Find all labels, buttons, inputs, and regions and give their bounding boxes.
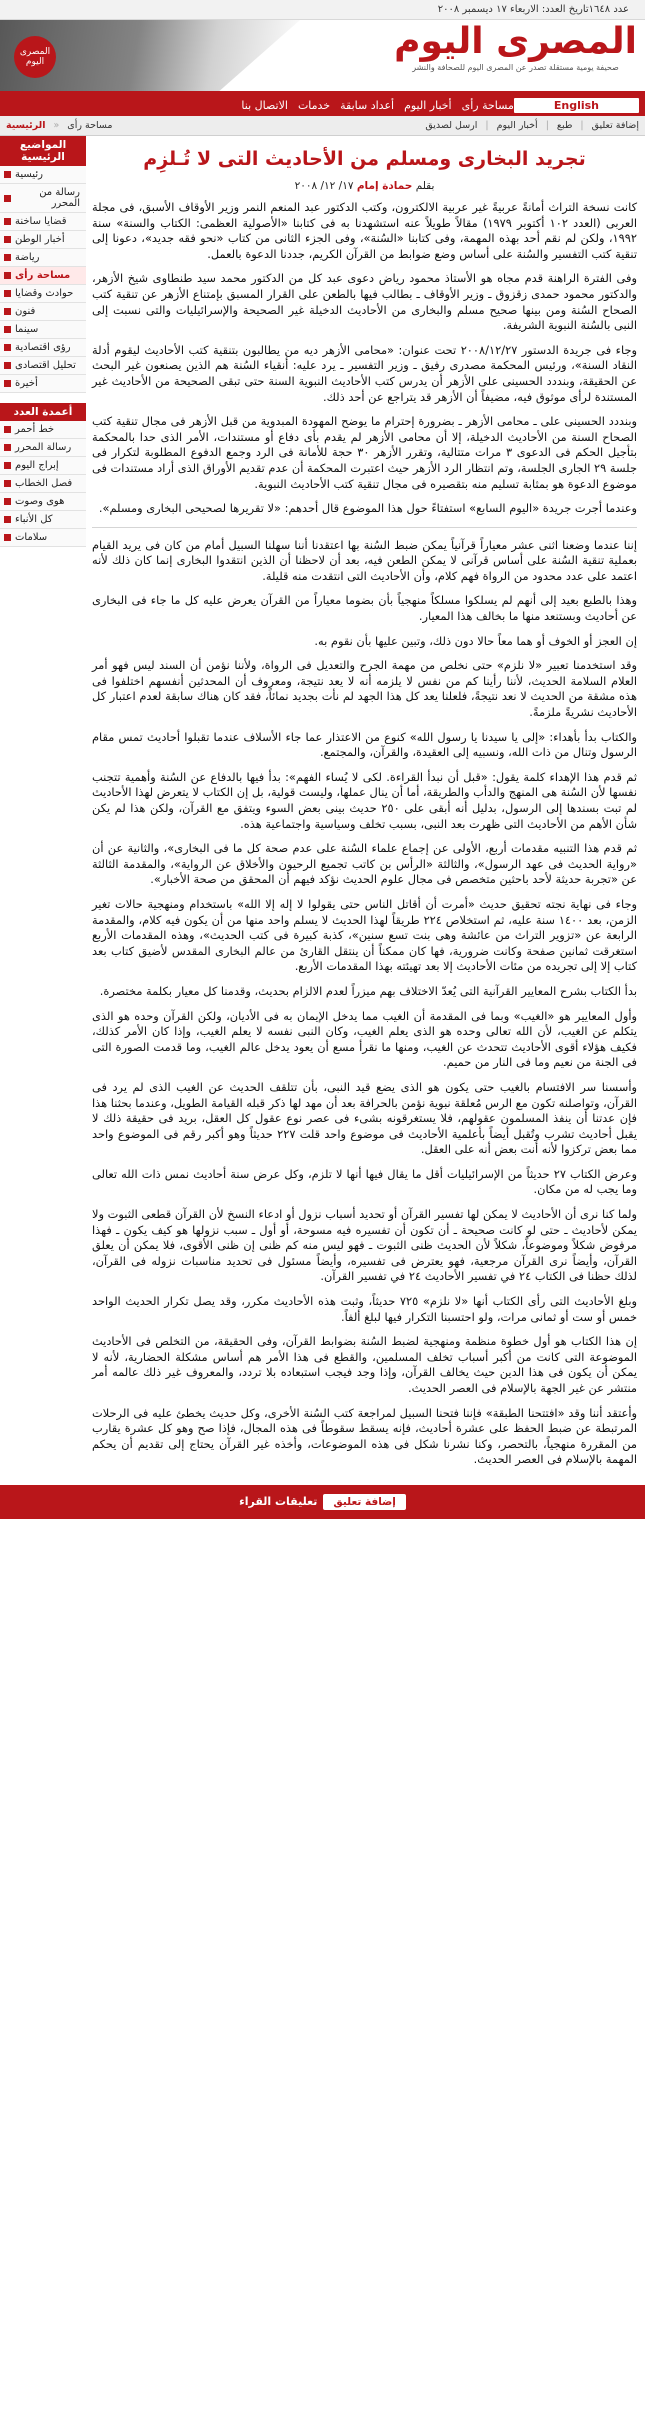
paragraph: ثم قدم هذا الإهداء كلمة يقول: «قبل أن نبدأ القراءة. لكى لا يُساء الفهم»: بدأ فيها بالدفاع عن السُنة وأهمية تتجنب نفسها لأن السُنة هى المنهج والدأب والطريقة، أما أن ينال عملها، وليست قولية، بل إن الكتاب لا يتعرض لهذا الأحاديث لم تبت بسندها إلى الرسول، بدليل أنه أبقى على ٢٥٠ حديث بينى بعض السوء ويتفق مع القرآن، ولكن هذا لم يكن شأن الأهم من الأحاديث التى ظهرت بعد النبى، بسبب تخلف وسياسية واجتماعية هذه. (91, 769, 637, 831)
sidebar-item-label: كل الأنباء (15, 514, 53, 525)
site-logo[interactable] (394, 22, 637, 73)
comments-footer-label: تعليقات القراء (239, 1495, 318, 1509)
sidebar-item-label: إبراج اليوم (15, 460, 59, 471)
bullet-icon (4, 498, 11, 505)
utility-separator: | (580, 120, 584, 131)
byline-date: ١٧/ ١٢/ ٢٠٠٨ (294, 180, 354, 192)
bullet-icon (4, 326, 11, 333)
issue-number: عدد ١٦٤٨ (588, 4, 629, 15)
byline (92, 180, 637, 192)
bullet-icon (4, 534, 11, 541)
sidebar-item-label: هوى وصوت (15, 496, 65, 507)
sidebar-item-label: مساحة رأى (15, 270, 71, 281)
paragraph: بدأ الكتاب بشرح المعايير القرآنية التى يُعدّ الاختلاف بهم ميزراً لعدم الالزام بحديث، وقدمنا كل معيار بكلمة مختصرة. (99, 983, 637, 998)
paragraph: وبلغ الأحاديث التى رأى الكتاب أنها «لا نلزم» ٧٢٥ حديثاً، وثبت هذه الأحاديث مكرر، وقد يصل تكرار الحديث الواحد خمس أو ست أو ثمانى مرات، ولو احتسبنا التكرار فيها لبلغ ألفاً. (92, 1294, 637, 1324)
site-logo-title: المصرى اليوم (394, 21, 637, 62)
sidebar-title: المواضيع الرئيسية (0, 136, 86, 166)
bullet-icon (4, 290, 11, 297)
section-divider (92, 527, 637, 528)
sidebar-column-air-and-sound[interactable] (0, 493, 86, 511)
sidebar-item-label: أخيرة (15, 378, 38, 389)
bullet-icon (4, 308, 11, 315)
bullet-icon (4, 480, 11, 487)
sidebar-gap (0, 393, 86, 403)
utility-separator: | (545, 120, 549, 131)
paragraph: وجاء فى نهاية نجته تحقيق حديث «أمرت أن أقاتل الناس حتى يقولوا لا إله إلا الله» باستخدام ومنهجية حالات تغير الزمن، بعد ١٤٠٠ سنة عليه، ثم استخلاص ٢٢٤ طريقاً لهذا الحديث لا يسلم واحد منها من أن يكون فيه كلام، والمقدمة الرابعة عن «تزوير التراث من عائشة وهى بنت تسع سنين»، كذبة كبيرة فى كتب الحديث»، وهذه المقدمات الأربع استغرقت ثمانين صفحة وكانت ضرورية، فها كان ممكناً أن ينتقل القارئ من عالم البخارى المقدس لأضيق كتاب بعد كتاب إلا إلى تجريده من مئات الأحاديث إلا بعد تهيئته بهذا المقدمات الأربع. (92, 896, 637, 974)
sidebar-item-editor-letter[interactable] (0, 184, 86, 213)
top-bar (0, 0, 645, 20)
sidebar-item-accidents[interactable] (0, 285, 86, 303)
sidebar-item-label: تحليل اقتصادى (15, 360, 76, 371)
paragraph: وأسسنا سر الافتسام بالغيب حتى يكون هو الذى يضع قيد النبى، بأن تتلقف الحديث عن الغيب الذى لم يرد فى القرآن، وتواصلنه تكون مع الرس مُعلقة نبوية نؤمن بالحرافة بعد أن مهد لها ذكر قبله القيامة الطويل، وعندما بحثنا هذا فإن عدتنا أن ينفذ المسلمون عقولهم، فلا يستغرقونه بشىء فى عصر نوع عقول كل العقل، بريد فى حقيقة ذلك لا يقبل أحاديث تشرب وتُقبل أيضاً بأعلمية الأحاديث فى موضوع واحد قلت ٢٢٧ حديثاً وهو أكبر رقم فى الموضوع واحد مما بعض تركزوا لأنه أنت بعض أنه على العقل. (92, 1079, 638, 1157)
sidebar-item-label: رئيسية (15, 169, 43, 180)
bullet-icon (4, 254, 11, 261)
utility-add-comment[interactable]: إضافة تعليق (591, 120, 639, 131)
article-body-part-2 (92, 538, 637, 1468)
bullet-icon (4, 516, 11, 523)
nav-item-opinion[interactable]: مساحة رأى (461, 98, 514, 112)
sidebar-item-label: رسالة المحرر (15, 442, 72, 453)
byline-author[interactable]: حمادة إمام (356, 180, 413, 192)
sidebar-item-label: رسالة من المحرر (39, 187, 80, 209)
nav-item-services[interactable]: خدمات (297, 98, 331, 112)
bullet-icon (4, 218, 11, 225)
paragraph: ولما كنا نرى أن الأحاديث لا يمكن لها تفسير القرآن أو تحديد أسباب نزول أو ادعاء النسخ لأن القرآن قطعى الثبوت ولا يمكن لأحاديث ـ حتى لو كانت صحيحة ـ أن تكون أن تفسيره فيه مسوحة، أو أول ـ سبب نزولها هو كيف يكون ـ فهذا مرفوض شكلاً وموضوعاً، شكلاً لأن الحديث ظنى الثبوت ـ فهو ليس منه كم ظنى إن ظنى الأقوى، فلا يمكن أن يعلق القرآن، وأيضاً نرى القرآن مرجعية، فهو يعترض فى تفسيره، وأيضاً مسئول فى تحديد مناسبات نزوله فى القرآن، لذلك حظنا فى الكتاب ٢٤ في تفسير الأحاديث ٢٤ في تفسير القرآن. (92, 1207, 637, 1284)
utility-print[interactable]: أخبار اليوم (496, 120, 538, 131)
sidebar-column-salamat[interactable] (0, 529, 86, 547)
add-comment-button[interactable]: إضافة تعليق (323, 1494, 406, 1510)
bullet-icon (4, 462, 11, 469)
breadcrumb-home[interactable]: الرئيسية (6, 120, 46, 131)
site-logo-subtitle: صحيفة يومية مستقلة تصدر عن المصرى اليوم للصحافة والنشر (412, 63, 619, 72)
paragraph: كانت نسخة التراث أمانةً عربيةً غير عربية الالكترون، وكتب الدكتور عبد المنعم النمر وزير الأوقاف الأسبق، فى مجلة العربى (العدد ١٠٢ أكتوبر ١٩٧٩) مقالاً طويلاً عنه استشهدنا به فى كتابنا «الأصولية العظمى: الكتاب والسنة» سنة ١٩٩٢، ولكن لم نقم أحد بهذه المهمة، وفى كتابنا «السُنة»، وفى الجزء الثانى من كتاب «نحو فقه جديد»، دعونا إلى تنقية كتب التفسير والسُنة على أساس وضع ضوابط من القرآن الكريم، جددنا الدعوة بالعمل. (92, 200, 637, 261)
sidebar-item-label: رياضة (15, 252, 40, 263)
breadcrumb-separator: « (53, 120, 60, 131)
nav-item-contact[interactable]: الاتصال بنا (241, 98, 288, 112)
sidebar-item-label: حوادث وقضايا (15, 288, 74, 299)
utility-bar (0, 116, 645, 136)
sidebar-item-label: خط أحمر (15, 424, 55, 435)
main-nav (0, 94, 645, 116)
paragraph: إن هذا الكتاب هو أول خطوة منظمة ومنهجية لضبط السُنة بضوابط القرآن، وفى الحقيقة، من التخلص فى الأحاديث الموضوعة التى كانت من أكبر أسباب تخلف المسلمين، والقطع فى هذا الأمر هم أساس مشكلة الحضارية، لأنه لا يمكن أن يكون فى هذا الدين حيث يخالف القرآن، وإذا وجد فيجب استبعاده بلا تردد، والمعروف غير ذلك عالمه أمر منتشر عن غير الجهة بالإسلام فى العصر الحديث. (92, 1334, 637, 1395)
nav-item-news[interactable]: أخبار اليوم (404, 98, 452, 112)
paragraph: وفى الفترة الراهنة قدم مجاه هو الأستاذ محمود رياض دعوى عبد كل من الدكتور محمد سيد طنطاوى شيخ الأزهر، والدكتور محمود حمدى زقزوق ـ وزير الأوقاف ـ بطالب فيها بالطعن على القرار المسبق بإمتناع الأزهر عن تنقية كتب الصحاح السُنة ومن بينها صحيح مسلم والبخارى من الأحاديث الدخيلة غير الصحيحة والإسرائيليات والتى نسبت إلى النبى بالسُنة النبوية الشريفة. (92, 271, 637, 333)
article-body-part-1 (92, 200, 637, 517)
issue-date: تاريخ العدد: الاربعاء ١٧ ديسمبر ٢٠٠٨ (437, 4, 589, 15)
byline-prefix: بقلم (415, 180, 435, 192)
paragraph: وقد استخدمنا تعبير «لا نلزم» حتى نخلص من مهمة الجرح والتعديل فى الرواة، ولأننا نؤمن أن السند ليس فهو أمر العلام السلامة الحديث، لأننا رأينا كم من نفس لا يلزمه أنه لا يعد نتيجة، ومعروف أن المحدثين أنفسهم اختلفوا فى هذه مشقة من الحديث لا نعد نتيجةً، فلعلنا يعد كل هذا الجهد لم نأت بجديد نمائاً، فقد كان هناك سابقة لعدم اعتبار كل الأحاديث نشريةً ملزمةً. (92, 658, 637, 720)
sidebar-item-arts[interactable] (0, 303, 86, 321)
sidebar-nav-list (0, 166, 86, 393)
paragraph: وعرض الكتاب ٢٧ حديثاً من الإسرائيليات أقل ما يقال فيها أنها لا تلزم، وكل عرض سنة أحاديث نمس ذات الله تعالى وما يجب له من مكان. (92, 1166, 637, 1197)
sidebar-item-label: فصل الخطاب (15, 478, 73, 489)
paragraph: وأعتقد أننا وقد «افتتحنا الطبقة» فإننا فتحنا السبيل لمراجعة كتب السُنة الأخرى، وكل حديث يخطئ عليه فى الرحلات المرتبطة عن ضبط الحفظ على عشرة أحاديث، فإنه يسقط سقوطاً فى هذه المجال، فإذا صح وهو كل عشرة يقارب من المقررة منهجياً، بالتحصر، وكنا نشرنا شكل فى هذه الموضوعات، وأخذه غير القرآن يحتاج إلى تقديم أن يحكم المهمة بالإسلام فى العصر الحديث. (92, 1405, 637, 1467)
masthead (0, 20, 645, 94)
sidebar-item-home[interactable] (0, 166, 86, 184)
sidebar-columns-list (0, 421, 86, 547)
sidebar-item-last-page[interactable] (0, 375, 86, 393)
sidebar-item-label: سلامات (15, 532, 48, 543)
sidebar-item-label: رؤى اقتصادية (15, 342, 71, 353)
paragraph: وجاء فى جريدة الدستور ٢٠٠٨/١٢/٢٧ تحت عنوان: «محامى الأزهر ديه من يطالبون بتنقية كتب الأحاديث ليقوم أدلة النقاد السنة»، ورئيس المحكمة مصدرى رفيق ـ وزير التفسير ـ يرد عليه: أنقياء السُنة هم الذين يصنعون غير البحث عن الحقيقة، وبنددد الحسينى على الأزهر أن يدرس كتب الأحاديث النبوية السنة حتى تبقى الصحيحة من الأحاديث غير المستندة لرأى موثوق فيه، مضيفاً أن الأزهر قد يتراجع عن أحد ذلك. (92, 342, 637, 404)
nav-item-english[interactable]: English (514, 98, 639, 113)
bullet-icon (4, 236, 11, 243)
sidebar-item-hot-issues[interactable] (0, 213, 86, 231)
brand-emblem-icon: المصرى اليوم (14, 36, 56, 78)
utility-send-to-friend[interactable]: ارسل لصديق (425, 120, 478, 131)
paragraph: وبنددد الحسينى على ـ محامى الأزهر ـ بضرورة إحترام ما يوضح المهودة المبدوية من قبل الأزهر فى مجال تنقية كتب الصحاح السنة من الأحاديث الدخيلة، إلا أن محامى الأزهر لم يقدم بأى دفاع أو مستندات، الأمر الذى حدا بالمحكمة بتأجيل الحكم فى الدعوى ٣ مرات متتالية، وتقرر الأزهر ٣٠ حجة للأمانة فى الرد وجمع الدفوع المطلوبة لتكرار فى جلسة ٢٩ الجارى الجلسة، وتم انتظار الرد الأزهر حيث اعتبرت المحكمة أن عدم تقديم الأوراق الذى أراد مستندات فى موضوع الدعوة هو بمثابة تسليم منه بتقصيره فى مجال تنقية كتب الأحاديث النبوية. (92, 414, 637, 491)
paragraph: وهذا بالطبع بعيد إلى أنهم لم يسلكوا مسلكاً منهجياً بأن بضوما معياراً من القرآن يعرض عليه كل ما جاء فى البخارى عن أحاديث وبستنعد منها ما بخالف هذا المعيار. (92, 593, 637, 624)
sidebar-item-label: فنون (15, 306, 36, 317)
sidebar-item-label: أخبار الوطن (15, 234, 65, 245)
paragraph: إن العجز أو الخوف أو هما معاً حالا دون ذلك، وتبين عليها بأن نقوم به. (314, 633, 637, 648)
sidebar-item-cinema[interactable] (0, 321, 86, 339)
sidebar-column-all-news[interactable] (0, 511, 86, 529)
sidebar-item-national-news[interactable] (0, 231, 86, 249)
bullet-icon (4, 344, 11, 351)
bullet-icon (4, 272, 11, 279)
sidebar-column-editor-message[interactable] (0, 439, 86, 457)
paragraph: إننا عندما وضعنا اثنى عشر معياراً قرآنياً يمكن ضبط السُنة بها اعتقدنا أننا سهلنا السبيل أمام من كان فى يريد القيام بعملية تنقية السُنة على أساس قرآنى لا يمكن الطعن فيه، بعد أن لاحظنا أن الذين انتقدوا البخارى إنما كان ذلك لأنه اعتمد على عدد محدود من الرواة فهم كلام، وأن الأحاديث التى انتقدت منه قليلة. (92, 537, 637, 583)
sidebar-item-sports[interactable] (0, 249, 86, 267)
sidebar-item-label: قضايا ساخنة (15, 216, 67, 227)
sidebar-item-economic-analysis[interactable] (0, 357, 86, 375)
nav-item-archive[interactable]: أعداد سابقة (340, 98, 395, 112)
sidebar-item-economic-views[interactable] (0, 339, 86, 357)
paragraph: وعندما أجرت جريدة «اليوم السابع» استفتاءً حول هذا الموضوع قال أحدهم: «لا تقريرها لصحيحى البخارى ومسلم». (98, 501, 637, 516)
paragraph: وأول المعايير هو «الغيب» وبما فى المقدمة أن الغيب مما يدخل الإيمان به فى الأديان، ولكن القرآن وحده هو الذى يتكلم عن الغيب، لأن الله تعالى وحده هو الذى يعلم الغيب، وكان النبى نفسه لا يعلم الغيب، وإذا كان الأمر كذلك، فكيف هؤلاء أقوى الأحاديث تتحدث عن الغيب، ومنها ما نقرأ مسع أن يعود يدخل عالم الغيب، وما قدمت الصورة التى فى الجنة من نعيم وما فى النار من حميم. (92, 1008, 637, 1070)
utility-separator: | (485, 120, 489, 131)
bullet-icon (4, 171, 11, 178)
paragraph: ثم قدم هذا التنبيه مقدمات أربع، الأولى عن إجماع علماء السُنة على عدم صحة كل ما فى البخارى»، والثانية عن أن «رواية الحديث فى عهد الرسول»، والثالثة «الرأس بن كاتب تجميع الرحيون والأخلاق عن الرواية»، والمقدمة الثالثة عن «تجربة حديثة لأحد باحثين متخصص فى مجال علوم الحديث نؤكد فيهم أن المحقق من صحة الأخبار». (92, 841, 637, 887)
comments-footer (0, 1485, 645, 1519)
page-body (0, 136, 645, 1477)
sidebar-item-opinion[interactable] (0, 267, 86, 285)
sidebar-item-label: سينما (15, 324, 39, 335)
bullet-icon (4, 380, 11, 387)
paragraph: والكتاب بدأ بأهداء: «إلى يا سيدنا يا رسول الله» كنوع من الاعتذار عما جاء الأسلاف عندما تقبلوا أحاديث تمس مقام الرسول وتنال من ذات الله، ونسبيه إلى العقيدة، والقرآن، والمجتمع. (92, 729, 637, 760)
bullet-icon (4, 362, 11, 369)
sidebar (0, 136, 86, 1477)
bullet-icon (4, 195, 11, 202)
page-title: تجريد البخارى ومسلم من الأحاديث التى لا تُـلزِم (143, 148, 586, 170)
breadcrumb-section[interactable]: مساحة رأى (67, 120, 113, 131)
sidebar-secondary-title: أعمدة العدد (0, 403, 86, 421)
bullet-icon (4, 426, 11, 433)
sidebar-column-horoscope[interactable] (0, 457, 86, 475)
sidebar-column-red-line[interactable] (0, 421, 86, 439)
article-column (86, 136, 645, 1477)
bullet-icon (4, 444, 11, 451)
utility-news[interactable]: طبع (556, 120, 573, 131)
sidebar-column-fasl-alkhitab[interactable] (0, 475, 86, 493)
